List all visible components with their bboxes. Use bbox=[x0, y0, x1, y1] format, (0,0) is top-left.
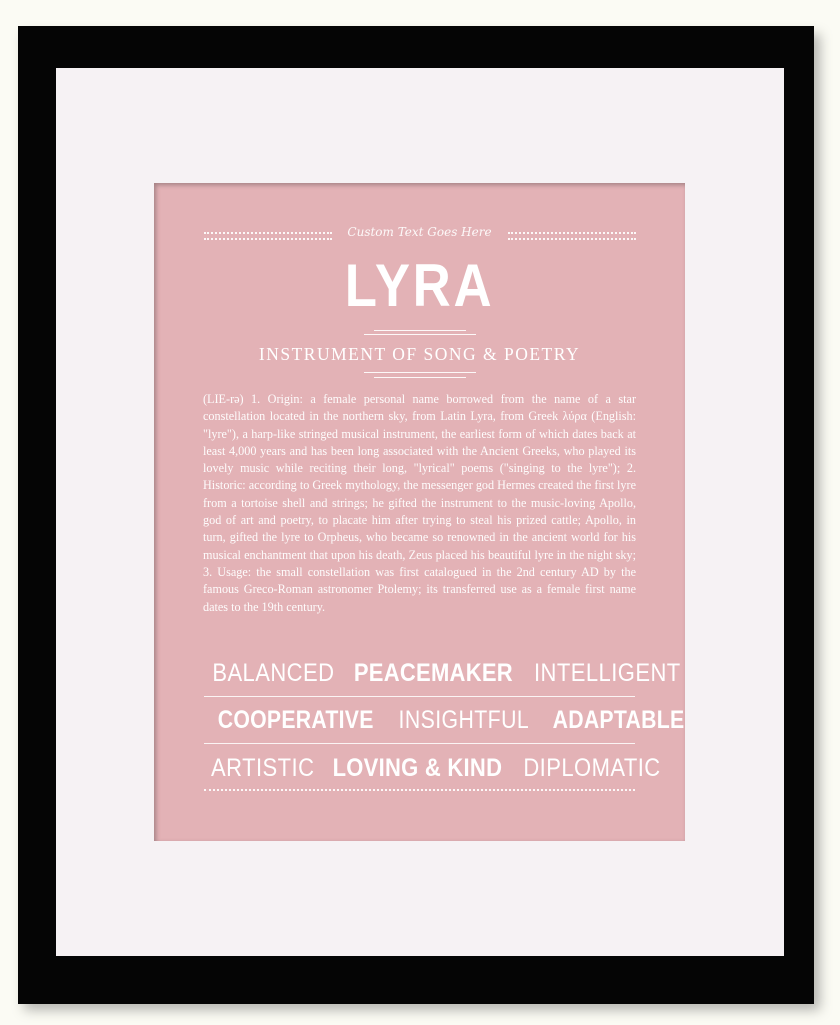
name-meaning: INSTRUMENT OF SONG & POETRY bbox=[258, 344, 581, 364]
trait: DIPLOMATIC bbox=[523, 753, 661, 782]
rule-under-meaning-2 bbox=[374, 377, 466, 378]
rule-under-name-2 bbox=[364, 334, 476, 335]
rule-under-name bbox=[374, 330, 466, 331]
name-title: LYRA bbox=[344, 252, 495, 319]
trait: INTELLIGENT bbox=[533, 658, 681, 687]
trait: LOVING & KIND bbox=[333, 753, 503, 782]
trait: ARTISTIC bbox=[211, 753, 315, 782]
trait-row-1 bbox=[204, 656, 681, 690]
trait: BALANCED bbox=[212, 658, 335, 687]
name-art-print bbox=[154, 183, 685, 841]
dotted-rule-bottom bbox=[204, 789, 635, 791]
trait: PEACEMAKER bbox=[353, 658, 513, 687]
trait: COOPERATIVE bbox=[217, 705, 374, 734]
name-definition: (LIE-rə) 1. Origin: a female personal name borrowed from the name of a star constellation located in the northern sky, from Latin Lyra, from Greek λύρα (English: "lyre"), a harp-like stringed musical instrument, the earliest form of which dates back at least 4,000 years and has been long associated with the Ancient Greeks, who played its lovely music while reciting their long, "lyrical" poems ("singing to the lyre"); 2. Historic: according to Greek mythology, the messenger god Hermes created the first lyre from a tortoise shell and strings; he gifted the instrument to the music-loving Apollo, god of art and poetry, to placate him after trying to steal his prized cattle; Apollo, in turn, gifted the lyre to Orpheus, who became so renowned in the ancient world for his musical enchantment that upon his death, Zeus placed his beautiful lyre in the night sky; 3. Usage: the small constellation was first catalogued in the 2nd century AD by the famous Greco-Roman astronomer Ptolemy; its transferred use as a female first name dates to the 19th century. bbox=[203, 392, 636, 614]
trait-separator bbox=[204, 743, 635, 744]
trait-separator bbox=[204, 696, 635, 697]
trait: INSIGHTFUL bbox=[398, 705, 530, 734]
trait: ADAPTABLE bbox=[552, 705, 685, 734]
trait-row-2 bbox=[204, 703, 685, 737]
custom-text: Custom Text Goes Here bbox=[347, 225, 492, 239]
trait-row-3 bbox=[204, 751, 661, 785]
rule-under-meaning bbox=[364, 372, 476, 373]
